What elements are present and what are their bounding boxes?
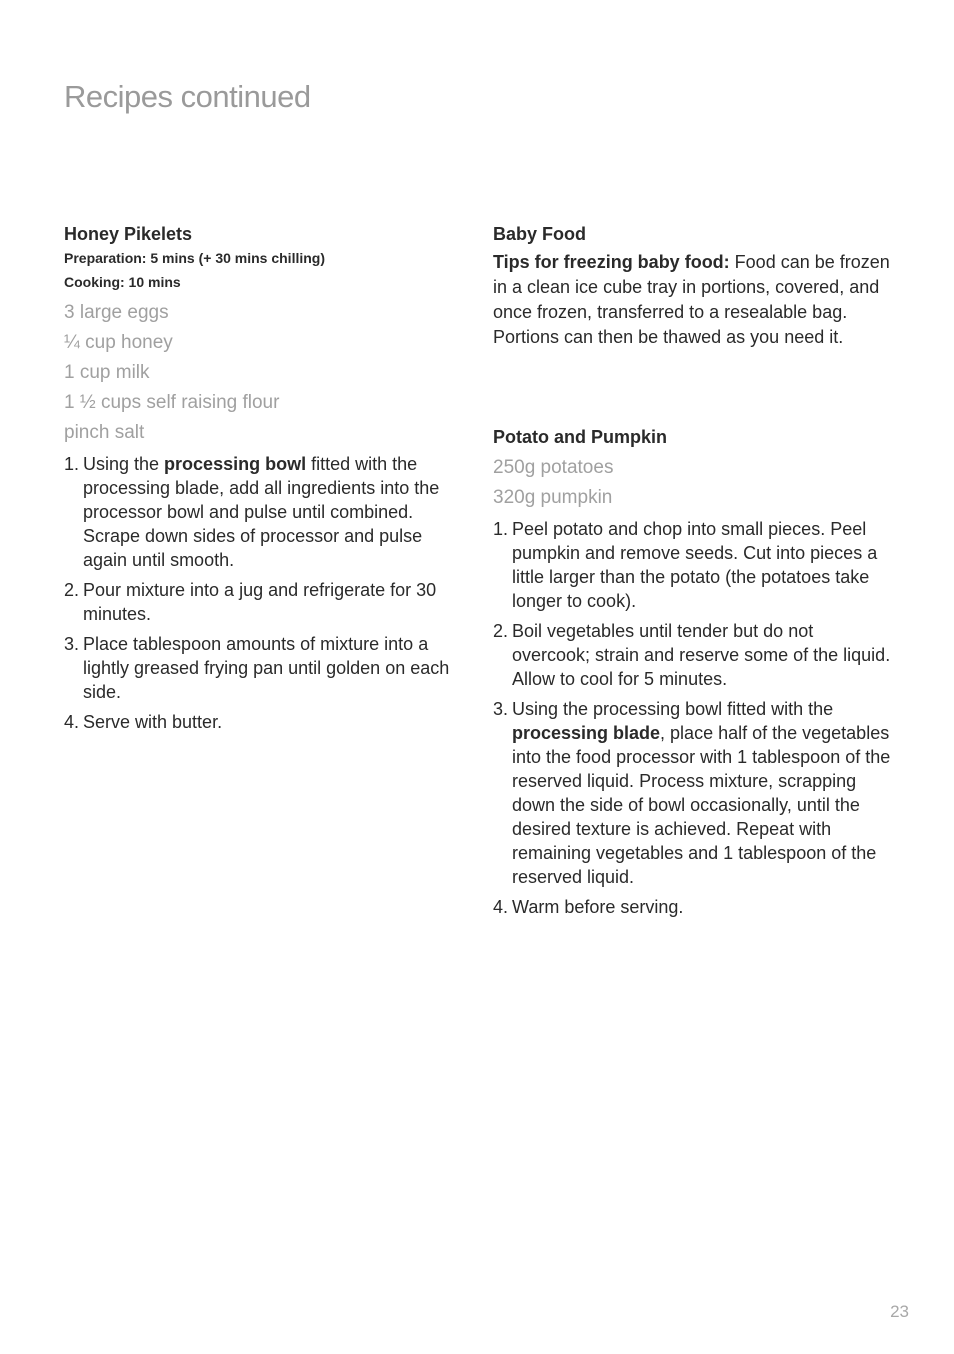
step-number: 4. (64, 712, 80, 732)
step-bold-text: processing blade (512, 723, 661, 743)
step-number: 3. (64, 634, 80, 654)
method-step (493, 895, 893, 919)
tip-label: Tips for freezing baby food: (493, 252, 730, 272)
step-text: Boil vegetables until tender but do not overcook; strain and reserve some of the liquid. Allow to cool for 5 minutes. (512, 621, 891, 689)
method-step (493, 697, 893, 889)
ingredient-list (64, 298, 464, 448)
right-column (493, 222, 893, 925)
ingredient-item: 320g pumpkin (493, 487, 613, 508)
method-step (493, 619, 893, 691)
step-text: Warm before serving. (512, 897, 684, 917)
step-text: , place half of the vegetables into the food processor with 1 tablespoon of the reserved liquid. Process mixture, scrapping down the side of bowl occasionally, until the desired texture is achieved. Repeat with remaining vegetables and 1 tablespoon of the reserved liquid. (512, 723, 891, 887)
page-title: Recipes continued (64, 78, 311, 114)
ingredient-item: 250g potatoes (493, 457, 614, 478)
freezing-tip (493, 250, 893, 350)
step-bold-text: processing bowl (164, 454, 307, 474)
ingredient-item: pinch salt (64, 422, 145, 443)
method-step (64, 452, 464, 572)
step-number: 2. (64, 580, 80, 600)
baby-food-section (493, 222, 893, 350)
ingredient-item: 1 ½ cups self raising flour (64, 392, 280, 413)
step-text: fitted with the processing blade, add all ingredients into the processor bowl and pulse until combined. Scrape down sides of processor and pulse again until smooth. (83, 454, 440, 570)
step-text: Serve with butter. (83, 712, 223, 732)
ingredient-list (493, 453, 893, 513)
left-column (64, 222, 464, 740)
method-step (64, 578, 464, 626)
method-step (493, 517, 893, 613)
step-text: Place tablespoon amounts of mixture into a lightly greased frying pan until golden on each side. (83, 634, 450, 702)
preparation-time: Preparation: 5 mins (+ 30 mins chilling) (64, 250, 326, 266)
method-step (64, 710, 464, 734)
step-text: Pour mixture into a jug and refrigerate for 30 minutes. (83, 580, 437, 624)
page-number: 23 (890, 1302, 909, 1321)
tip-text: Food can be frozen in a clean ice cube tray in portions, covered, and once frozen, transferred to a resealable bag. Portions can then be thawed as you need it. (493, 252, 890, 347)
step-text: Peel potato and chop into small pieces. Peel pumpkin and remove seeds. Cut into pieces a little larger than the potato (the potatoes take longer to cook). (512, 519, 878, 611)
method-steps (64, 452, 464, 734)
recipe-title: Potato and Pumpkin (493, 427, 668, 447)
method-step (64, 632, 464, 704)
step-number: 1. (64, 454, 80, 474)
step-number: 4. (493, 897, 509, 917)
ingredient-item: ¼ cup honey (64, 332, 173, 353)
honey-pikelets-recipe (64, 222, 464, 734)
ingredient-item: 1 cup milk (64, 362, 150, 383)
ingredient-item: 3 large eggs (64, 302, 169, 323)
step-text: Using the (83, 454, 165, 474)
step-number: 3. (493, 699, 509, 719)
cooking-time: Cooking: 10 mins (64, 274, 181, 290)
method-steps (493, 517, 893, 919)
step-text: Using the processing bowl fitted with the (512, 699, 834, 719)
step-number: 1. (493, 519, 509, 539)
potato-pumpkin-recipe (493, 425, 893, 919)
step-number: 2. (493, 621, 509, 641)
recipe-title: Honey Pikelets (64, 224, 193, 244)
section-title: Baby Food (493, 224, 586, 244)
